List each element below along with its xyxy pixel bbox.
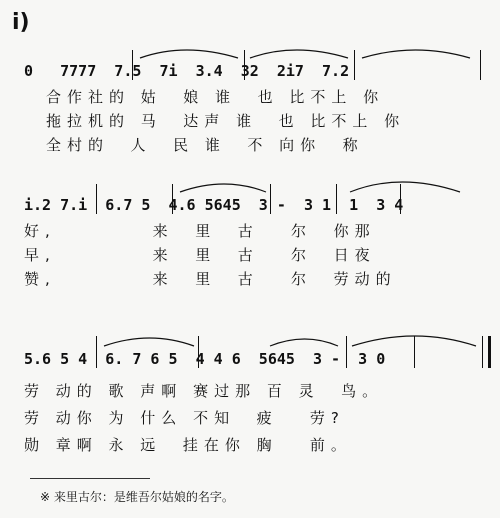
footnote-rule	[30, 478, 150, 479]
slur	[362, 50, 470, 58]
lyric-2-verse-3: 赞, 来 里 古 尔 劳动的	[24, 270, 397, 288]
lyric-2-verse-1: 好, 来 里 古 尔 你那	[24, 222, 376, 240]
lyric-2-verse-2: 早, 来 里 古 尔 日夜	[24, 246, 376, 264]
section-mark: i)	[12, 10, 30, 35]
lyric-1-verse-2: 拖拉机的 马 达声 谁 也 比不上 你	[46, 112, 406, 130]
lyric-3-verse-3: 勋 章啊 永 远 挂在你 胸 前。	[24, 436, 352, 454]
slur	[352, 336, 476, 346]
slur	[270, 339, 338, 346]
footnote: ※ 来里古尔：是维吾尔姑娘的名字。	[40, 490, 234, 504]
notes-line-1: 0 7777 7.5 7i 3.4 32 2i7 7.2	[24, 62, 350, 80]
lyric-3-verse-1: 劳 动的 歌 声啊 赛过那 百 灵 鸟。	[24, 382, 384, 400]
slur	[350, 182, 460, 192]
slur	[104, 338, 194, 346]
slur	[250, 50, 348, 58]
notes-line-3: 5.6 5 4 6. 7 6 5 4 4 6 5645 3 - 3 0	[24, 350, 386, 368]
slur	[140, 50, 238, 58]
lyric-3-verse-2: 劳 动你 为 什么 不知 疲 劳?	[24, 409, 345, 427]
lyric-1-verse-1: 合作社的 姑 娘 谁 也 比不上 你	[46, 88, 385, 106]
lyric-1-verse-3: 全村的 人 民 谁 不 向你 称	[46, 136, 364, 154]
notes-line-2: i.2 7.i 6.7 5 4.6 5645 3 - 3 1 1 3 4	[24, 196, 404, 214]
slur	[180, 184, 266, 192]
